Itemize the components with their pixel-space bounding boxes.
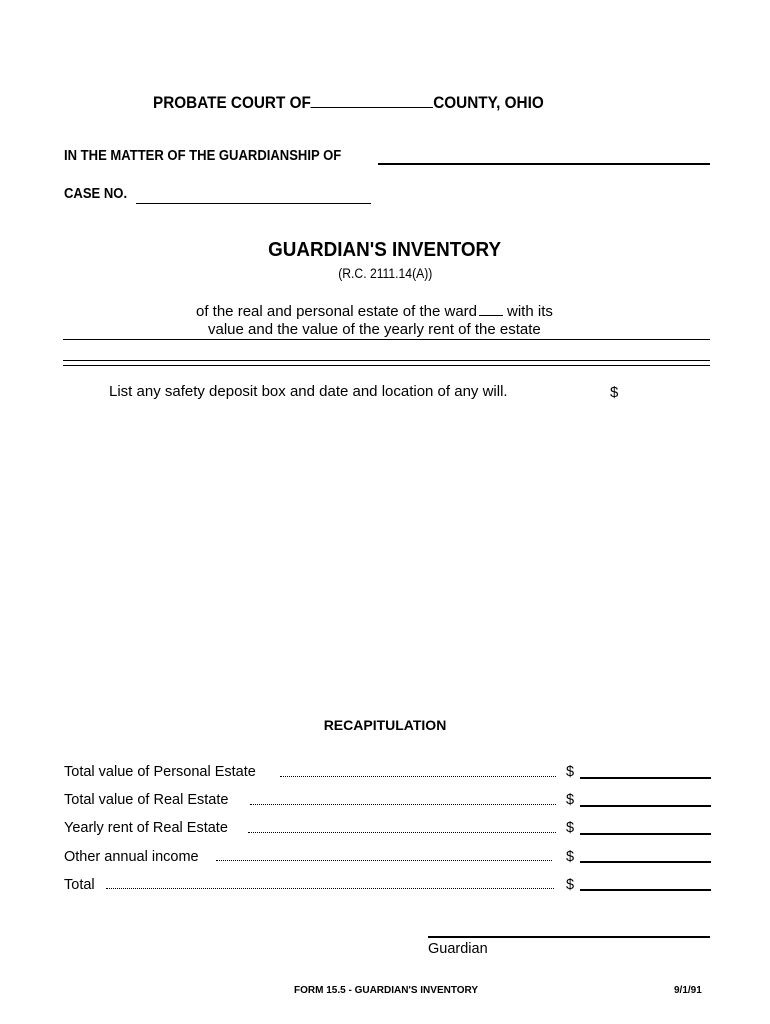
ward-name-field[interactable]	[378, 163, 710, 165]
total-amount-field[interactable]	[580, 889, 711, 891]
real-estate-amount-field[interactable]	[580, 805, 711, 807]
case-number-label: CASE NO.	[64, 186, 128, 202]
guardian-signature-field[interactable]	[428, 936, 710, 938]
yearly-rent-amount-field[interactable]	[580, 833, 711, 835]
form-description-line1: of the real and personal estate of the ward with its	[196, 303, 553, 320]
recap-currency: $	[566, 792, 575, 808]
recap-leader	[248, 832, 556, 833]
recap-label-yearly-rent: Yearly rent of Real Estate	[64, 820, 228, 836]
divider-top	[63, 339, 710, 340]
currency-symbol: $	[610, 384, 619, 401]
guardianship-matter-label: IN THE MATTER OF THE GUARDIANSHIP OF	[64, 148, 342, 164]
court-suffix: COUNTY, OHIO	[433, 93, 544, 112]
recap-heading: RECAPITULATION	[323, 717, 447, 733]
case-number-field[interactable]	[136, 203, 371, 204]
divider-bottom	[63, 365, 710, 366]
recap-currency: $	[566, 764, 575, 780]
instruction-text: List any safety deposit box and date and location of any will.	[109, 383, 508, 400]
ward-count-field[interactable]	[479, 301, 503, 316]
guardian-label: Guardian	[428, 941, 488, 957]
recap-leader	[106, 888, 554, 889]
recap-currency: $	[566, 849, 575, 865]
recap-label-real-estate: Total value of Real Estate	[64, 792, 229, 808]
personal-estate-amount-field[interactable]	[580, 777, 711, 779]
recap-leader	[250, 804, 556, 805]
recap-label-other-income: Other annual income	[64, 849, 199, 865]
form-title: GUARDIAN'S INVENTORY	[268, 238, 502, 261]
form-description-line2: value and the value of the yearly rent of the estate	[208, 321, 541, 338]
recap-currency: $	[566, 877, 575, 893]
recap-label-total: Total	[64, 877, 95, 893]
recap-label-personal-estate: Total value of Personal Estate	[64, 764, 256, 780]
recap-leader	[216, 860, 552, 861]
form-date-footer: 9/1/91	[674, 985, 702, 996]
court-heading	[153, 89, 587, 113]
other-income-amount-field[interactable]	[580, 861, 711, 863]
recap-currency: $	[566, 820, 575, 836]
statute-reference: (R.C. 2111.14(A))	[337, 266, 433, 281]
recap-leader	[280, 776, 556, 777]
divider-middle	[63, 360, 710, 361]
court-prefix: PROBATE COURT OF	[153, 93, 311, 112]
form-name-footer: FORM 15.5 - GUARDIAN'S INVENTORY	[294, 985, 479, 996]
inventory-items-area[interactable]	[63, 410, 710, 700]
county-field[interactable]	[311, 89, 433, 108]
